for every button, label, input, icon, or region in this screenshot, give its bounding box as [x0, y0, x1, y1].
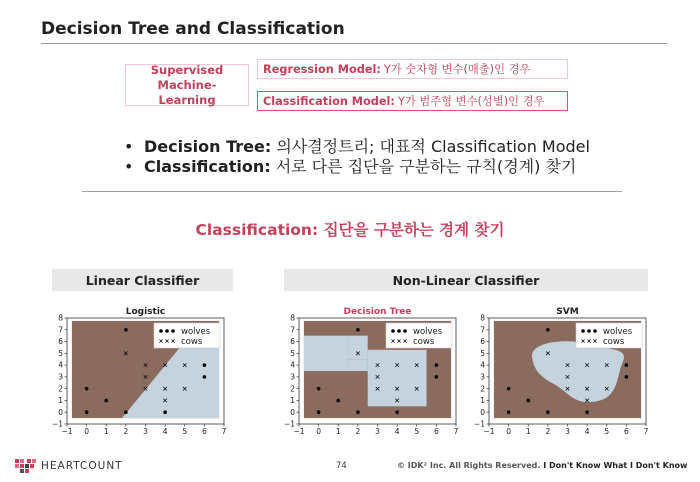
y-tick-label: 3: [58, 372, 63, 382]
x-tick-label: 7: [643, 427, 649, 436]
y-tick-label: 1: [58, 396, 63, 406]
x-tick-label: 5: [414, 427, 420, 436]
x-tick-label: 4: [162, 427, 168, 436]
wolf-point: [356, 328, 360, 332]
y-tick-label: 6: [58, 337, 63, 347]
y-tick-label: 2: [58, 384, 63, 394]
classification-model-desc: Y가 범주형 변수(성별)인 경우: [397, 95, 545, 108]
x-tick-label: 7: [453, 427, 459, 436]
y-tick-label: 1: [290, 396, 295, 406]
y-tick-label: 3: [480, 372, 485, 382]
legend-wolf-marker: [403, 329, 407, 333]
x-tick-label: 6: [433, 427, 439, 436]
supervised-ml-label: Supervised Machine-Learning: [150, 62, 224, 107]
x-tick-label: 5: [604, 427, 610, 436]
y-tick-label: 5: [480, 348, 485, 358]
y-tick-label: 7: [58, 325, 63, 335]
x-tick-label: 5: [182, 427, 188, 436]
chart-title: Logistic: [125, 307, 166, 317]
x-tick-label: 3: [143, 427, 148, 436]
bullet-term: Classification:: [144, 157, 271, 176]
wolf-point: [546, 328, 550, 332]
y-tick-label: 0: [58, 407, 63, 417]
classification-model-label: Classification Model:: [263, 94, 395, 108]
wolf-point: [625, 363, 629, 367]
nonlinear-classifier-header: Non-Linear Classifier: [284, 269, 648, 291]
wolf-point: [507, 410, 511, 414]
x-tick-label: 3: [375, 427, 380, 436]
bullet-desc: 의사결정트리; 대표적 Classification Model: [276, 137, 590, 156]
copyright-text: © IDK² Inc. All Rights Reserved.: [397, 461, 541, 470]
wolf-point: [85, 387, 89, 391]
legend-label: wolves: [603, 327, 633, 337]
copyright-line: [397, 461, 687, 470]
wolf-point: [435, 363, 439, 367]
y-tick-label: 0: [290, 407, 295, 417]
x-tick-label: 3: [565, 427, 570, 436]
x-tick-label: 0: [506, 427, 512, 436]
y-tick-label: 6: [480, 337, 485, 347]
y-tick-label: 3: [290, 372, 295, 382]
wolf-point: [124, 328, 128, 332]
wolf-point: [585, 410, 589, 414]
bullet-dot: •: [124, 137, 134, 156]
y-tick-label: −1: [283, 419, 295, 429]
regression-model-label: Regression Model:: [263, 62, 381, 76]
page-number: 74: [336, 461, 347, 471]
chart-logistic: [52, 307, 227, 436]
chart-title: SVM: [556, 307, 579, 317]
wolf-point: [546, 410, 550, 414]
wolf-point: [336, 399, 340, 403]
bullet-term: Decision Tree:: [144, 137, 272, 156]
x-tick-label: −1: [483, 427, 495, 436]
cows-region-left: [304, 336, 348, 371]
legend-wolf-marker: [397, 329, 401, 333]
bullet-dot: •: [124, 157, 134, 176]
y-tick-label: 7: [290, 325, 295, 335]
wolf-point: [163, 410, 167, 414]
wolf-point: [395, 410, 399, 414]
wolf-point: [104, 399, 108, 403]
wolf-point: [317, 387, 321, 391]
x-tick-label: 6: [201, 427, 207, 436]
y-tick-label: 2: [290, 384, 295, 394]
wolf-point: [507, 387, 511, 391]
wolf-point: [356, 410, 360, 414]
x-tick-label: 1: [335, 427, 341, 436]
x-tick-label: 4: [394, 427, 400, 436]
x-tick-label: 7: [221, 427, 227, 436]
x-tick-label: 2: [355, 427, 361, 436]
y-tick-label: 4: [290, 360, 295, 370]
legend-wolf-marker: [593, 329, 597, 333]
legend-wolf-marker: [165, 329, 169, 333]
chart-svm: [474, 307, 649, 436]
y-tick-label: 2: [480, 384, 485, 394]
legend-label: wolves: [413, 327, 443, 337]
section-subtitle: Classification: 집단을 구분하는 경계 찾기: [195, 221, 505, 239]
y-tick-label: −1: [51, 419, 63, 429]
cows-region-link: [348, 359, 368, 371]
y-tick-label: 8: [480, 313, 485, 323]
x-tick-label: 1: [525, 427, 531, 436]
wolf-point: [124, 410, 128, 414]
y-tick-label: 6: [290, 337, 295, 347]
wolf-point: [203, 375, 207, 379]
legend-wolf-marker: [587, 329, 591, 333]
y-tick-label: 5: [58, 348, 63, 358]
regression-model-desc: Y가 숫자형 변수(매출)인 경우: [383, 63, 531, 76]
legend-label: cows: [603, 337, 625, 347]
x-tick-label: 0: [84, 427, 90, 436]
legend-wolf-marker: [171, 329, 175, 333]
y-tick-label: 4: [480, 360, 485, 370]
y-tick-label: 8: [58, 313, 63, 323]
wolf-point: [85, 410, 89, 414]
legend-wolf-marker: [159, 329, 163, 333]
legend-wolf-marker: [391, 329, 395, 333]
bullet-desc: 서로 다른 집단을 구분하는 규칙(경계) 찾기: [275, 157, 577, 176]
logo-text: HEARTCOUNT: [41, 460, 123, 472]
x-tick-label: 2: [123, 427, 129, 436]
x-tick-label: 4: [584, 427, 590, 436]
x-tick-label: 1: [103, 427, 109, 436]
y-tick-label: 4: [58, 360, 63, 370]
heartcount-logo: [15, 459, 123, 473]
legend-label: cows: [413, 337, 435, 347]
x-tick-label: 6: [623, 427, 629, 436]
chart-title: Decision Tree: [343, 307, 412, 317]
y-tick-label: 1: [480, 396, 485, 406]
chart-decision-tree: [284, 307, 459, 436]
linear-classifier-header: Linear Classifier: [52, 269, 233, 291]
wolf-point: [625, 375, 629, 379]
y-tick-label: 5: [290, 348, 295, 358]
wolf-point: [435, 375, 439, 379]
x-tick-label: −1: [61, 427, 73, 436]
heart-icon: [15, 459, 37, 473]
legend-label: wolves: [181, 327, 211, 337]
y-tick-label: 0: [480, 407, 485, 417]
wolf-point: [526, 399, 530, 403]
legend-wolf-marker: [581, 329, 585, 333]
wolf-point: [317, 410, 321, 414]
slide-title: Decision Tree and Classification: [41, 19, 345, 39]
x-tick-label: −1: [293, 427, 305, 436]
cows-region-top: [348, 336, 368, 360]
legend-label: cows: [181, 337, 203, 347]
x-tick-label: 0: [316, 427, 322, 436]
wolf-point: [203, 363, 207, 367]
y-tick-label: 8: [290, 313, 295, 323]
y-tick-label: 7: [480, 325, 485, 335]
x-tick-label: 2: [545, 427, 551, 436]
y-tick-label: −1: [473, 419, 485, 429]
slogan-text: I Don't Know What I Don't Know: [543, 461, 688, 470]
